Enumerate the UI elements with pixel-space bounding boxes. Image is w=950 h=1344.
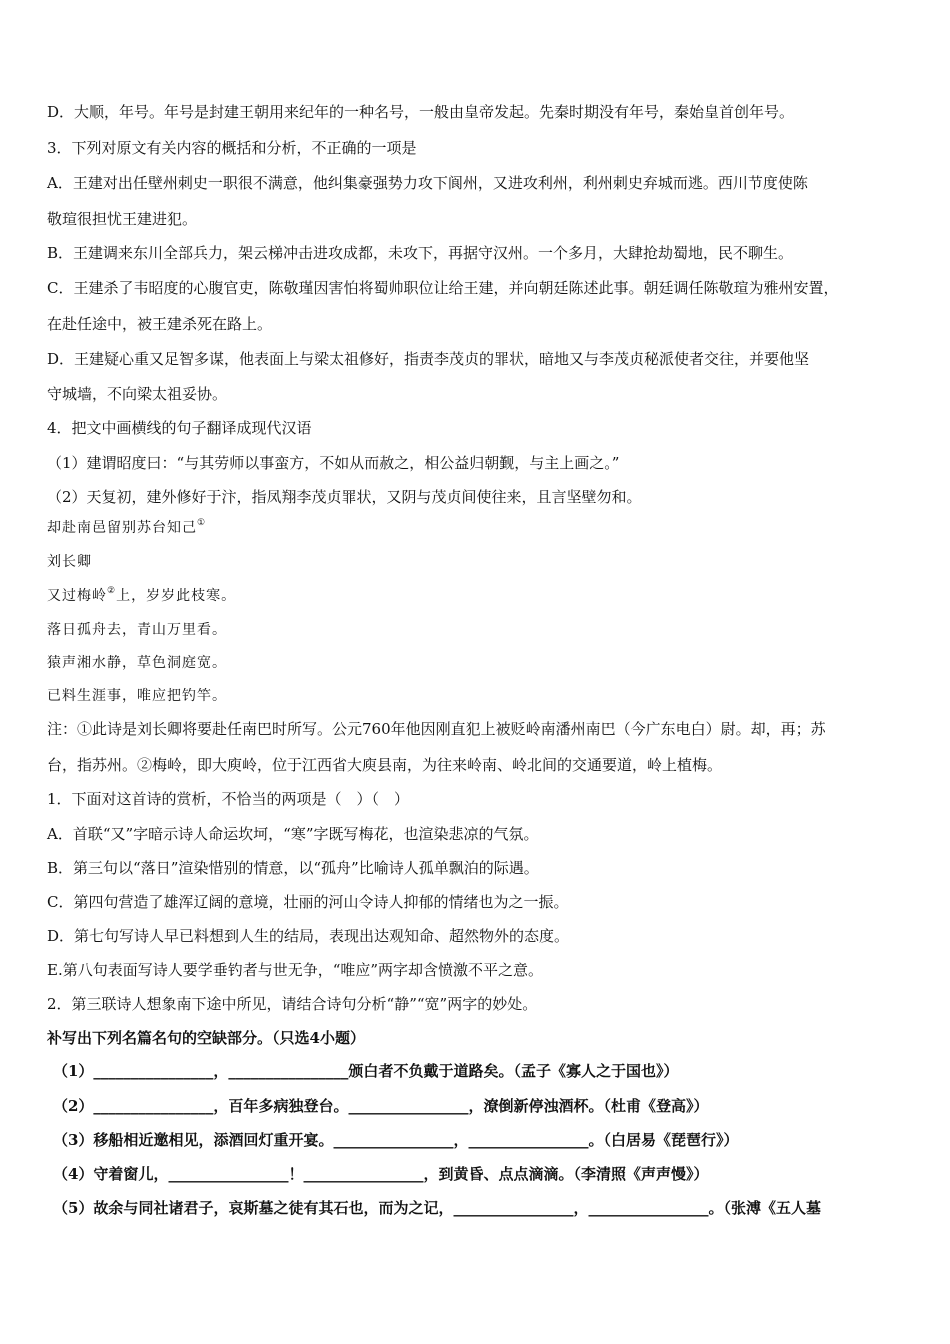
poem-line-1	[47, 586, 236, 606]
question-3-stem: 3．下列对原文有关内容的概括和分析，不正确的一项是	[47, 139, 417, 157]
option-c-line-2: 在赴任途中，被王建杀死在路上。	[47, 315, 273, 333]
poem-option-e: E.第八句表面写诗人要学垂钓者与世无争，“唯应”两字却含愤激不平之意。	[47, 961, 544, 979]
poem-option-a: A．首联“又”字暗示诗人命运坎坷，“寒”字既写梅花，也渲染悲凉的气氛。	[47, 825, 539, 843]
poem-line-4: 已料生涯事，唯应把钓竿。	[47, 688, 227, 704]
poem-option-c: C．第四句营造了雄浑辽阔的意境，壮丽的河山令诗人抑郁的情绪也为之一振。	[47, 893, 569, 911]
footnote-marker-2: ②	[107, 586, 117, 596]
poem-line-3: 猿声湘水静，草色洞庭宽。	[47, 655, 227, 671]
fill-blank-heading: 补写出下列名篇名句的空缺部分。（只选4小题）	[47, 1029, 365, 1047]
poem-line-1-start: 又过梅岭	[47, 588, 107, 604]
fill-blank-item-2: （2）________________，百年多病独登台。________________，潦倒新停浊酒杯。（杜甫《登高》）	[53, 1097, 709, 1115]
fill-blank-item-3: （3）移船相近邀相见，添酒回灯重开宴。________________，________________。（白居易《琵琶行》）	[53, 1131, 739, 1149]
option-b: B．王建调来东川全部兵力，架云梯冲击进攻成都，未攻下，再据守汉州。一个多月，大肆抢劫蜀地，民不聊生。	[47, 244, 794, 262]
poem-question-2: 2．第三联诗人想象南下途中所见，请结合诗句分析“静”“宽”两字的妙处。	[47, 995, 538, 1013]
poem-note-line-2: 台，指苏州。②梅岭，即大庾岭，位于江西省大庾县南，为往来岭南、岭北间的交通要道，岭上植梅。	[47, 756, 723, 774]
poem-option-d: D．第七句写诗人早已料想到人生的结局，表现出达观知命、超然物外的态度。	[47, 927, 570, 945]
footnote-marker-1: ①	[197, 518, 207, 528]
poem-line-1-end: 上，岁岁此枝寒。	[116, 588, 237, 604]
option-d-line-1: D．王建疑心重又足智多谋，他表面上与梁太祖修好，指责李茂贞的罪状，暗地又与李茂贞秘派使者交往，并要他坚	[47, 350, 810, 368]
option-a-line-2: 敬瑄很担忧王建进犯。	[47, 210, 198, 228]
question-4-stem: 4．把文中画横线的句子翻译成现代汉语	[47, 419, 312, 437]
fill-blank-item-5: （5）故余与同社诸君子，哀斯墓之徒有其石也，而为之记，________________，________________。（张溥《五人墓	[53, 1199, 821, 1217]
poem-line-2: 落日孤舟去，青山万里看。	[47, 622, 227, 638]
translate-item-2: （2）天复初，建外修好于汴，指凤翔李茂贞罪状，又阴与茂贞间使往来，且言坚壁勿和。	[47, 488, 642, 506]
poem-title	[47, 518, 206, 538]
option-d-line-2: 守城墙，不向梁太祖妥协。	[47, 385, 228, 403]
translate-item-1: （1）建谓昭度曰：“与其劳师以事蛮方，不如从而赦之，相公益归朝觐，与主上画之。”	[47, 454, 620, 472]
poem-option-b: B．第三句以“落日”渲染惜别的情意，以“孤舟”比喻诗人孤单飘泊的际遇。	[47, 859, 539, 877]
poem-author: 刘长卿	[47, 554, 92, 570]
poem-question-1: 1．下面对这首诗的赏析，不恰当的两项是（ ）（ ）	[47, 790, 410, 808]
option-c-line-1: C．王建杀了韦昭度的心腹官吏，陈敬瑾因害怕将蜀帅职位让给王建，并向朝廷陈述此事。朝廷调任陈敬瑄为雅州安置，	[47, 279, 839, 297]
text-line: D．大顺，年号。年号是封建王朝用来纪年的一种名号，一般由皇帝发起。先秦时期没有年号，秦始皇首创年号。	[47, 103, 795, 121]
fill-blank-item-4: （4）守着窗儿，________________！________________，到黄昏、点点滴滴。（李清照《声声慢》）	[53, 1165, 709, 1183]
poem-note-line-1: 注：①此诗是刘长卿将要赴任南巴时所写。公元760年他因刚直犯上被贬岭南潘州南巴（今广东电白）尉。却，再；苏	[47, 720, 826, 738]
poem-title-text: 却赴南邑留别苏台知己	[47, 520, 197, 536]
fill-blank-item-1: （1）________________，________________颁白者不负戴于道路矣。（孟子《寡人之于国也》）	[53, 1062, 679, 1080]
option-a-line-1: A．王建对出任壁州刺史一职很不满意，他纠集豪强势力攻下阆州，又进攻利州，利州刺史弃城而逃。西川节度使陈	[47, 174, 808, 192]
